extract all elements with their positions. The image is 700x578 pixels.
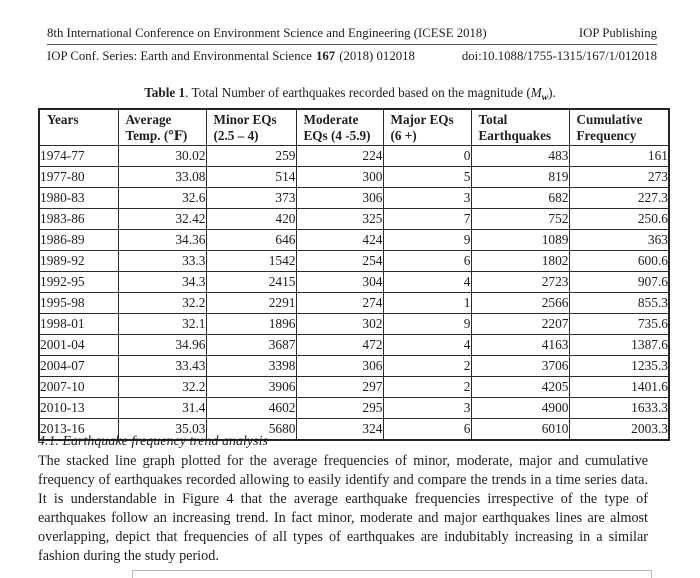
value-cell: 34.3 bbox=[118, 272, 206, 293]
value-cell: 682 bbox=[471, 188, 569, 209]
year-cell: 1980-83 bbox=[39, 188, 118, 209]
value-cell: 819 bbox=[471, 167, 569, 188]
value-cell: 1542 bbox=[206, 251, 296, 272]
table-row bbox=[39, 230, 669, 251]
value-cell: 250.6 bbox=[569, 209, 669, 230]
column-header: Years bbox=[39, 109, 118, 146]
year-cell: 1977-80 bbox=[39, 167, 118, 188]
value-cell: 4602 bbox=[206, 398, 296, 419]
value-cell: 373 bbox=[206, 188, 296, 209]
magnitude-symbol: M bbox=[530, 85, 542, 100]
figure-frame bbox=[132, 570, 652, 578]
value-cell: 304 bbox=[296, 272, 383, 293]
value-cell: 273 bbox=[569, 167, 669, 188]
value-cell: 420 bbox=[206, 209, 296, 230]
year-cell: 1983-86 bbox=[39, 209, 118, 230]
year-cell: 2010-13 bbox=[39, 398, 118, 419]
year-cell: 1974-77 bbox=[39, 146, 118, 167]
year-cell: 1995-98 bbox=[39, 293, 118, 314]
year-cell: 1992-95 bbox=[39, 272, 118, 293]
value-cell: 4 bbox=[383, 335, 471, 356]
column-header: Moderate EQs (4 -5.9) bbox=[296, 109, 383, 146]
table-caption-label: Table 1 bbox=[144, 85, 186, 100]
year-cell: 2007-10 bbox=[39, 377, 118, 398]
value-cell: 752 bbox=[471, 209, 569, 230]
value-cell: 5680 bbox=[206, 419, 296, 441]
header-line-2 bbox=[47, 45, 657, 64]
value-cell: 3398 bbox=[206, 356, 296, 377]
value-cell: 7 bbox=[383, 209, 471, 230]
year-cell: 1986-89 bbox=[39, 230, 118, 251]
year-cell: 2013-16 bbox=[39, 419, 118, 441]
value-cell: 33.43 bbox=[118, 356, 206, 377]
value-cell: 9 bbox=[383, 230, 471, 251]
value-cell: 33.3 bbox=[118, 251, 206, 272]
table-row bbox=[39, 272, 669, 293]
value-cell: 6 bbox=[383, 251, 471, 272]
series-volume: 167 bbox=[316, 49, 336, 63]
value-cell: 5 bbox=[383, 167, 471, 188]
value-cell: 1896 bbox=[206, 314, 296, 335]
value-cell: 3687 bbox=[206, 335, 296, 356]
value-cell: 2003.3 bbox=[569, 419, 669, 441]
value-cell: 254 bbox=[296, 251, 383, 272]
year-cell: 1998-01 bbox=[39, 314, 118, 335]
magnitude-subscript: w bbox=[541, 93, 549, 103]
value-cell: 855.3 bbox=[569, 293, 669, 314]
table-caption-text: . Total Number of earthquakes recorded based on the magnitude ( bbox=[185, 85, 531, 100]
value-cell: 259 bbox=[206, 146, 296, 167]
table-row bbox=[39, 335, 669, 356]
value-cell: 4205 bbox=[471, 377, 569, 398]
table-row bbox=[39, 293, 669, 314]
value-cell: 306 bbox=[296, 188, 383, 209]
table-head bbox=[39, 109, 669, 146]
column-header: Average Temp. (℉) bbox=[118, 109, 206, 146]
value-cell: 6 bbox=[383, 419, 471, 441]
value-cell: 30.02 bbox=[118, 146, 206, 167]
value-cell: 31.4 bbox=[118, 398, 206, 419]
value-cell: 2566 bbox=[471, 293, 569, 314]
table-row bbox=[39, 167, 669, 188]
value-cell: 363 bbox=[569, 230, 669, 251]
column-header: Major EQs (6 +) bbox=[383, 109, 471, 146]
value-cell: 34.96 bbox=[118, 335, 206, 356]
table-row bbox=[39, 314, 669, 335]
header-row bbox=[39, 109, 669, 146]
value-cell: 2415 bbox=[206, 272, 296, 293]
value-cell: 4900 bbox=[471, 398, 569, 419]
value-cell: 295 bbox=[296, 398, 383, 419]
series-title: IOP Conf. Series: Earth and Environmental Science bbox=[47, 49, 312, 63]
column-header: Minor EQs (2.5 – 4) bbox=[206, 109, 296, 146]
value-cell: 4163 bbox=[471, 335, 569, 356]
value-cell: 300 bbox=[296, 167, 383, 188]
column-header: Cumulative Frequency bbox=[569, 109, 669, 146]
table-body bbox=[39, 146, 669, 441]
value-cell: 735.6 bbox=[569, 314, 669, 335]
table-row bbox=[39, 188, 669, 209]
value-cell: 2 bbox=[383, 356, 471, 377]
value-cell: 0 bbox=[383, 146, 471, 167]
value-cell: 32.1 bbox=[118, 314, 206, 335]
value-cell: 306 bbox=[296, 356, 383, 377]
value-cell: 600.6 bbox=[569, 251, 669, 272]
value-cell: 1235.3 bbox=[569, 356, 669, 377]
value-cell: 325 bbox=[296, 209, 383, 230]
value-cell: 302 bbox=[296, 314, 383, 335]
value-cell: 32.2 bbox=[118, 377, 206, 398]
value-cell: 6010 bbox=[471, 419, 569, 441]
value-cell: 33.08 bbox=[118, 167, 206, 188]
value-cell: 297 bbox=[296, 377, 383, 398]
value-cell: 3 bbox=[383, 188, 471, 209]
page-header bbox=[47, 26, 657, 64]
table-row bbox=[39, 398, 669, 419]
value-cell: 646 bbox=[206, 230, 296, 251]
earthquake-table bbox=[38, 108, 670, 441]
value-cell: 1089 bbox=[471, 230, 569, 251]
value-cell: 274 bbox=[296, 293, 383, 314]
value-cell: 1802 bbox=[471, 251, 569, 272]
value-cell: 2 bbox=[383, 377, 471, 398]
value-cell: 32.42 bbox=[118, 209, 206, 230]
value-cell: 472 bbox=[296, 335, 383, 356]
value-cell: 2723 bbox=[471, 272, 569, 293]
value-cell: 3906 bbox=[206, 377, 296, 398]
year-cell: 1989-92 bbox=[39, 251, 118, 272]
value-cell: 4 bbox=[383, 272, 471, 293]
value-cell: 907.6 bbox=[569, 272, 669, 293]
body-paragraph: The stacked line graph plotted for the average frequencies of minor, moderate, major and cumulative frequency of earthquakes recorded allowing to easily identify and compare the trends in a time series data. It is understandable in Figure 4 that the average earthquake frequencies irrespective of the type of earthquakes follow an increasing trend. In fact minor, moderate and major earthquakes lines are almost overlapping, depict that frequencies of all types of earthquakes are indubitably increasing in a similar fashion during the study period. bbox=[38, 453, 648, 564]
conference-title: 8th International Conference on Environment Science and Engineering (ICESE 2018) bbox=[47, 26, 487, 40]
value-cell: 32.6 bbox=[118, 188, 206, 209]
value-cell: 514 bbox=[206, 167, 296, 188]
value-cell: 2291 bbox=[206, 293, 296, 314]
value-cell: 34.36 bbox=[118, 230, 206, 251]
column-header: Total Earthquakes bbox=[471, 109, 569, 146]
series-issue: (2018) 012018 bbox=[339, 49, 415, 63]
table-row bbox=[39, 377, 669, 398]
doi-label: doi:10.1088/1755-1315/167/1/012018 bbox=[461, 49, 657, 63]
table-row bbox=[39, 251, 669, 272]
value-cell: 2207 bbox=[471, 314, 569, 335]
section-heading: 4.1. Earthquake frequency trend analysis bbox=[38, 434, 268, 449]
value-cell: 35.03 bbox=[118, 419, 206, 441]
year-cell: 2004-07 bbox=[39, 356, 118, 377]
value-cell: 1633.3 bbox=[569, 398, 669, 419]
value-cell: 3706 bbox=[471, 356, 569, 377]
year-cell: 2001-04 bbox=[39, 335, 118, 356]
value-cell: 161 bbox=[569, 146, 669, 167]
value-cell: 227.3 bbox=[569, 188, 669, 209]
value-cell: 9 bbox=[383, 314, 471, 335]
value-cell: 1387.6 bbox=[569, 335, 669, 356]
value-cell: 483 bbox=[471, 146, 569, 167]
value-cell: 224 bbox=[296, 146, 383, 167]
value-cell: 32.2 bbox=[118, 293, 206, 314]
value-cell: 424 bbox=[296, 230, 383, 251]
table-caption bbox=[0, 85, 700, 103]
value-cell: 1401.6 bbox=[569, 377, 669, 398]
publisher-label: IOP Publishing bbox=[578, 26, 657, 40]
table-caption-end: ). bbox=[548, 85, 556, 100]
table-row bbox=[39, 146, 669, 167]
header-line-1 bbox=[47, 26, 657, 45]
table-row bbox=[39, 209, 669, 230]
table-row bbox=[39, 356, 669, 377]
value-cell: 3 bbox=[383, 398, 471, 419]
value-cell: 1 bbox=[383, 293, 471, 314]
series-line bbox=[47, 49, 415, 64]
value-cell: 324 bbox=[296, 419, 383, 441]
